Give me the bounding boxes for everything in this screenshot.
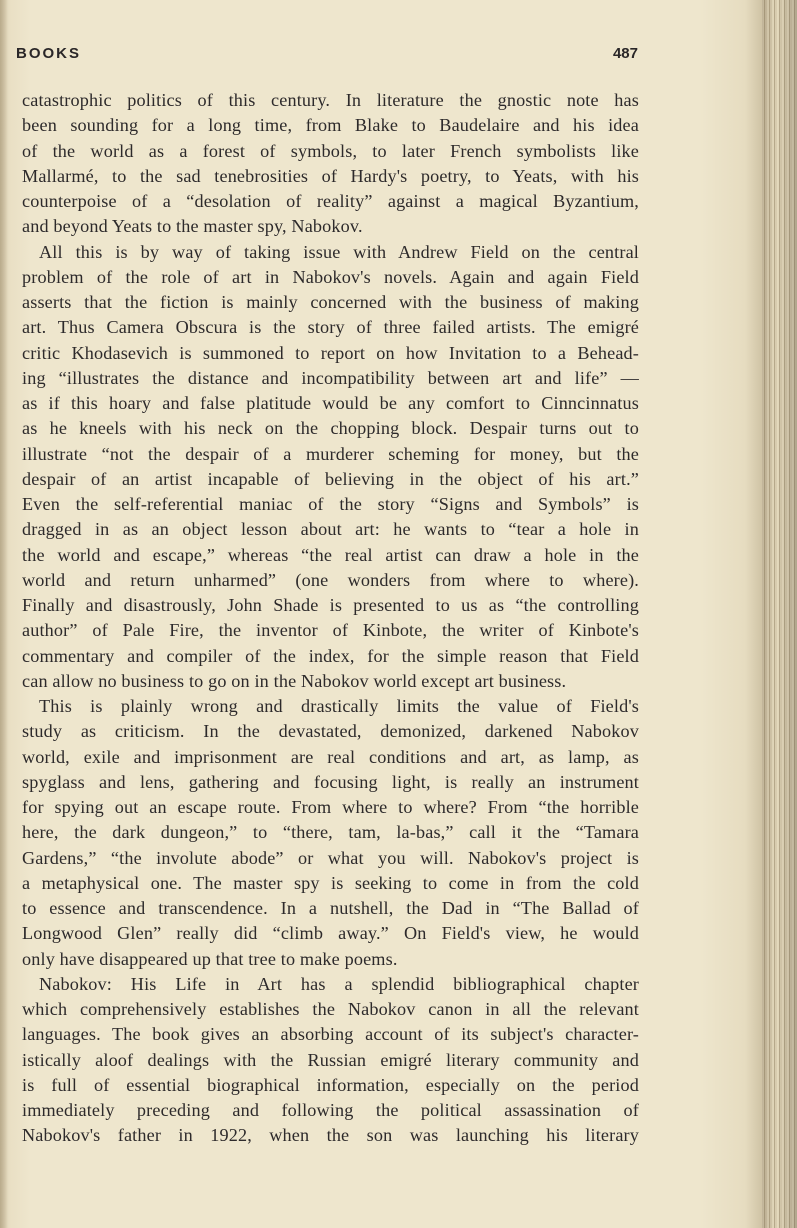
text-line: immediately preceding and following the political assassination of [22, 1100, 639, 1120]
text-line: languages. The book gives an absorbing account of its subject's character- [22, 1024, 639, 1045]
text-line: Mallarmé, to the sad tenebrosities of Hardy's poetry, to Yeats, with his [22, 165, 639, 186]
text-line: which comprehensively establishes the Nabokov canon in all the relevant [22, 999, 639, 1019]
section-title: BOOKS [16, 45, 82, 62]
paragraph [22, 240, 639, 695]
paragraph [22, 972, 639, 1149]
text-line: All this is by way of taking issue with Andrew Field on the central [39, 241, 639, 262]
text-line: despair of an artist incapable of believing in the object of his art.” [22, 468, 639, 489]
text-line: as if this hoary and false platitude would be any comfort to Cinncinnatus [22, 393, 639, 413]
text-line: counterpoise of a “desolation of reality” against a magical Byzantium, [22, 191, 639, 211]
text-line: illustrate “not the despair of a murderer scheming for money, but the [22, 443, 639, 464]
text-line: a metaphysical one. The master spy is seeking to come in from the cold [22, 872, 639, 893]
text-line: critic Khodasevich is summoned to report on how Invitation to a Behead- [22, 342, 639, 363]
text-line: Finally and disastrously, John Shade is presented to us as “the controlling [22, 595, 639, 615]
gutter-shadow [0, 0, 8, 1228]
paragraph [22, 694, 639, 972]
page-number: 487 [612, 45, 638, 62]
text-line: spyglass and lens, gathering and focusing light, is really an instrument [22, 771, 639, 792]
text-line: only have disappeared up that tree to make poems. [22, 948, 398, 969]
text-line: the world and escape,” whereas “the real artist can draw a hole in the [22, 544, 639, 565]
text-line: study as criticism. In the devastated, demonized, darkened Nabokov [22, 721, 639, 742]
text-line: Nabokov's father in 1922, when the son was launching his literary [22, 1125, 639, 1146]
text-line: can allow no business to go on in the Nabokov world except art business. [22, 670, 567, 691]
text-line: as he kneels with his neck on the chopping block. Despair turns out to [22, 418, 639, 439]
text-line: to essence and transcendence. In a nutshell, the Dad in “The Ballad of [22, 898, 639, 918]
text-line: author” of Pale Fire, the inventor of Kinbote, the writer of Kinbote's [22, 620, 639, 641]
text-line: problem of the role of art in Nabokov's novels. Again and again Field [22, 266, 639, 287]
text-line: Gardens,” “the involute abode” or what you will. Nabokov's project is [22, 847, 639, 868]
text-line: Even the self-referential maniac of the story “Signs and Symbols” is [22, 494, 639, 514]
text-line: Longwood Glen” really did “climb away.” On Field's view, he would [22, 923, 639, 944]
text-line: ing “illustrates the distance and incompatibility between art and life” — [22, 367, 639, 388]
text-line: istically aloof dealings with the Russian emigré literary community and [22, 1049, 639, 1070]
text-line: of the world as a forest of symbols, to later French symbolists like [22, 140, 639, 161]
text-line: dragged in as an object lesson about art: he wants to “tear a hole in [22, 519, 639, 540]
text-line: Nabokov: His Life in Art has a splendid bibliographical chapter [39, 973, 639, 994]
text-line: and beyond Yeats to the master spy, Nabokov. [22, 216, 363, 237]
text-line: here, the dark dungeon,” to “there, tam, la-bas,” call it the “Tamara [22, 822, 639, 843]
text-line: world and return unharmed” (one wonders from where to where). [22, 569, 639, 590]
body-text [22, 88, 639, 1149]
text-line: This is plainly wrong and drastically limits the value of Field's [39, 696, 639, 716]
text-line: art. Thus Camera Obscura is the story of three failed artists. The emigré [22, 317, 639, 338]
page-edges [762, 0, 797, 1228]
text-line: been sounding for a long time, from Blake to Baudelaire and his idea [22, 115, 639, 136]
text-line: catastrophic politics of this century. In literature the gnostic note has [22, 90, 639, 110]
text-line: is full of essential biographical information, especially on the period [22, 1074, 639, 1095]
text-line: commentary and compiler of the index, for the simple reason that Field [22, 645, 639, 666]
text-line: asserts that the fiction is mainly concerned with the business of making [22, 292, 639, 312]
text-line: world, exile and imprisonment are real conditions and art, as lamp, as [22, 746, 639, 767]
paragraph [22, 88, 639, 240]
text-line: for spying out an escape route. From where to where? From “the horrible [22, 797, 639, 817]
